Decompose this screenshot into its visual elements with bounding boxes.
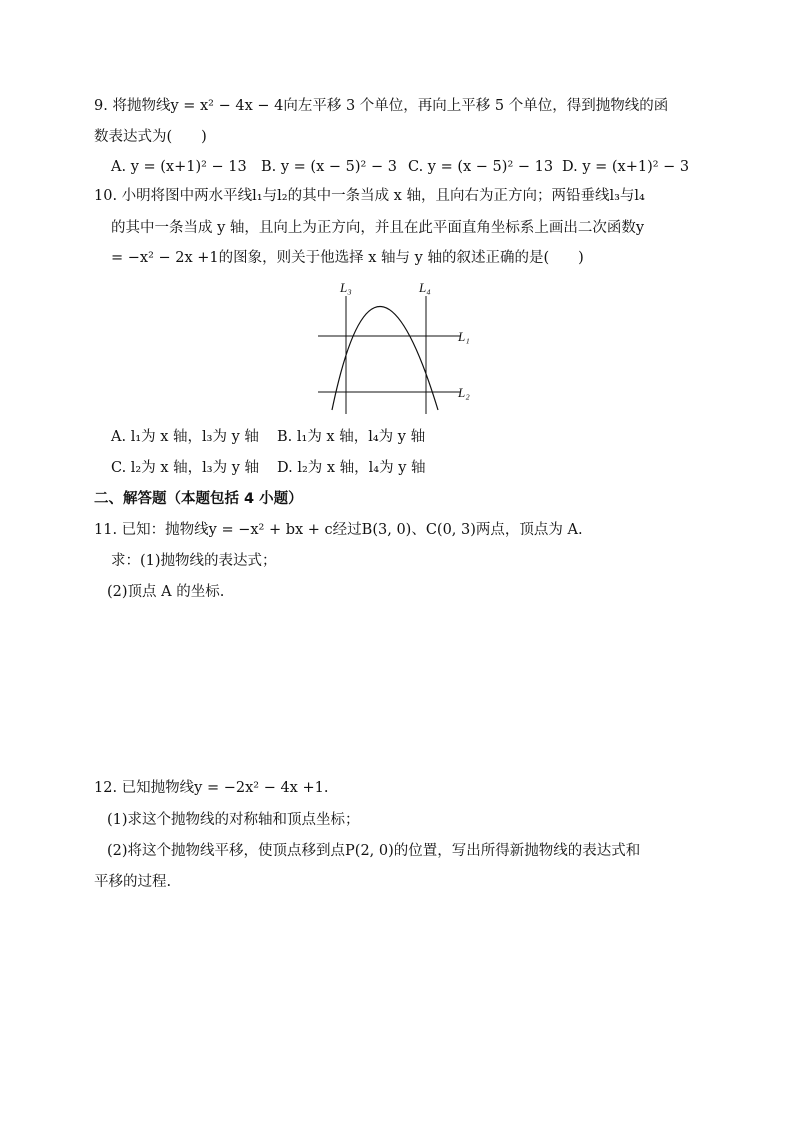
q9-line-1: 9. 将抛物线y = x² − 4x − 4向左平移 3 个单位，再向上平移 5 个单位，得到抛物线的函 bbox=[94, 98, 669, 114]
q11-line-3: (2)顶点 A 的坐标. bbox=[107, 584, 225, 600]
label-l1: L₁ bbox=[458, 329, 470, 344]
q12-line-1: 12. 已知抛物线y = −2x² − 4x +1. bbox=[94, 780, 329, 796]
q10-figure bbox=[310, 278, 490, 418]
q10-line-1: 10. 小明将图中两水平线l₁与l₂的其中一条当成 x 轴，且向右为正方向；两铅垂线l₃与l₄ bbox=[94, 188, 645, 204]
q10-option-a: A. l₁为 x 轴，l₃为 y 轴 bbox=[111, 429, 259, 445]
label-l4: L₄ bbox=[419, 280, 431, 295]
q11-line-2: 求：(1)抛物线的表达式； bbox=[111, 553, 277, 569]
section-2-title: 二、解答题（本题包括 4 小题） bbox=[94, 491, 303, 507]
label-l2: L₂ bbox=[458, 385, 470, 400]
q10-option-d: D. l₂为 x 轴，l₄为 y 轴 bbox=[277, 460, 426, 476]
q9-option-a: A. y = (x+1)² − 13 bbox=[111, 159, 247, 175]
q10-line-3: = −x² − 2x +1的图象，则关于他选择 x 轴与 y 轴的叙述正确的是( ) bbox=[111, 250, 584, 266]
q12-line-4: 平移的过程. bbox=[94, 874, 172, 890]
q9-option-c: C. y = (x − 5)² − 13 bbox=[408, 159, 554, 175]
label-l3: L₃ bbox=[340, 280, 352, 295]
q9-option-b: B. y = (x − 5)² − 3 bbox=[261, 159, 397, 175]
q11-line-1: 11. 已知：抛物线y = −x² + bx + c经过B(3, 0)、C(0, 3)两点，顶点为 A. bbox=[94, 522, 583, 538]
q9-line-2: 数表达式为( ) bbox=[94, 129, 207, 145]
q12-line-2: (1)求这个抛物线的对称轴和顶点坐标； bbox=[107, 812, 360, 828]
parabola-curve bbox=[332, 307, 438, 411]
q10-line-2: 的其中一条当成 y 轴，且向上为正方向，并且在此平面直角坐标系上画出二次函数y bbox=[111, 220, 645, 236]
q9-option-d: D. y = (x+1)² − 3 bbox=[562, 159, 690, 175]
q12-line-3: (2)将这个抛物线平移，使顶点移到点P(2, 0)的位置，写出所得新抛物线的表达式和 bbox=[107, 843, 641, 859]
q10-option-c: C. l₂为 x 轴，l₃为 y 轴 bbox=[111, 460, 260, 476]
q10-option-b: B. l₁为 x 轴，l₄为 y 轴 bbox=[277, 429, 426, 445]
